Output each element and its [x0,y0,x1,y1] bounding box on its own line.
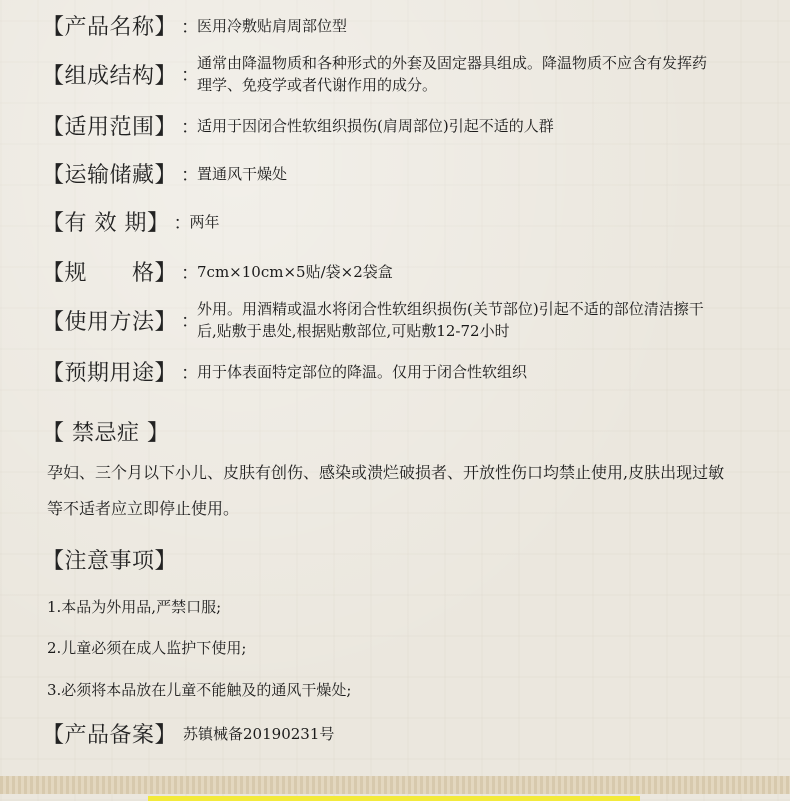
storage-colon: ： [181,164,200,186]
scope-colon: ： [181,116,200,138]
footer-yellow-bar [148,796,640,801]
usage-value: 外用。用酒精或温水将闭合性软组织损伤(关节部位)引起不适的部位清洁擦干后,贴敷于患处,根据贴敷部位,可贴敷12-72小时 [197,300,704,340]
precaution-item: 3.必须将本品放在儿童不能触及的通风干燥处; [47,681,352,699]
scope-label: 【适用范围】 [42,115,178,140]
row-product-name [42,10,347,41]
registration-value: 苏镇械备20190231号 [183,724,335,743]
contraindications-label: 【 禁忌症 】 [42,421,170,446]
contraindications-text: 孕妇、三个月以下小儿、皮肤有创伤、感染或溃烂破损者、开放性伤口均禁止使用,皮肤出现过敏等不适者应立即停止使用。 [47,463,725,518]
usage-colon: ： [181,311,200,332]
specification-value: 7cm×10cm×5贴/袋×2袋盒 [197,262,393,281]
specification-colon: ： [181,262,200,284]
composition-label: 【组成结构】 [42,63,178,89]
product-name-value: 医用冷敷贴肩周部位型 [197,16,348,35]
product-name-colon: ： [181,16,200,38]
specification-label: 【规 格】 [42,261,178,286]
validity-colon: ： [173,212,192,234]
row-composition [42,52,717,96]
scope-value: 适用于因闭合性软组织损伤(肩周部位)引起不适的人群 [197,116,554,135]
precaution-item: 2.儿童必须在成人监护下使用; [47,639,247,657]
usage-label: 【使用方法】 [42,309,178,335]
composition-colon: ： [181,65,200,86]
validity-label: 【有 效 期】 [42,211,170,236]
validity-value: 两年 [189,212,220,231]
footer-band [0,776,790,794]
row-registration [42,718,334,749]
storage-label: 【运输储藏】 [42,163,178,188]
composition-value: 通常由降温物质和各种形式的外套及固定器具组成。降温物质不应含有发挥药理学、免疫学或者代谢作用的成分。 [197,54,708,94]
registration-label: 【产品备案】 [42,723,178,748]
row-specification [42,256,393,287]
intended-use-label: 【预期用途】 [42,361,178,386]
precaution-item: 1.本品为外用品,严禁口服; [47,598,222,616]
storage-value: 置通风干燥处 [197,164,288,183]
intended-use-colon: ： [181,362,200,384]
product-name-label: 【产品名称】 [42,15,178,40]
precautions-label: 【注意事项】 [42,549,178,574]
row-storage [42,158,287,189]
row-usage [42,298,717,342]
row-scope [42,110,554,141]
intended-use-value: 用于体表面特定部位的降温。仅用于闭合性软组织 [197,362,528,381]
row-validity [42,206,220,237]
row-intended-use [42,356,527,387]
